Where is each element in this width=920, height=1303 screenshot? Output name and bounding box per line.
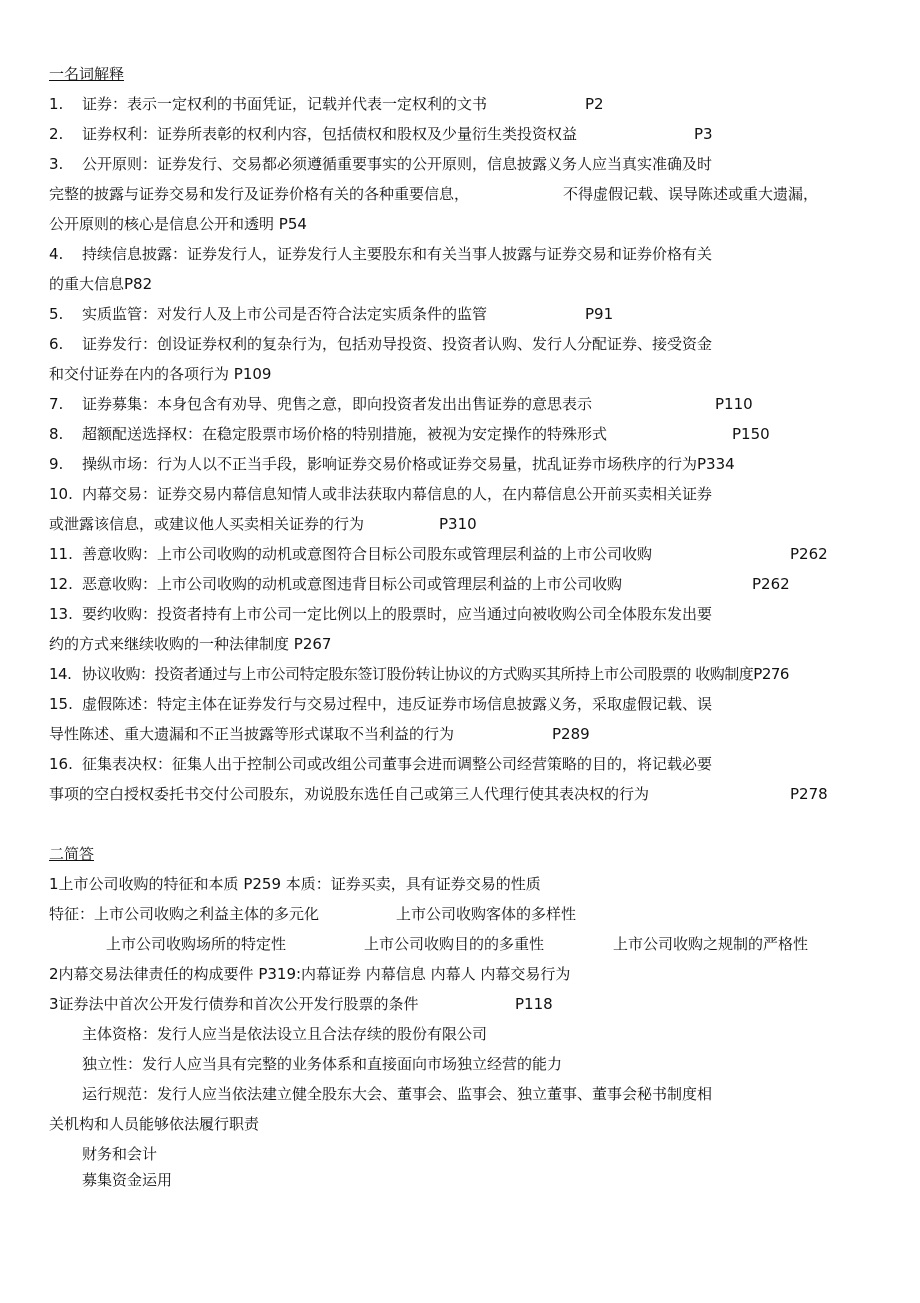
item-text: 恶意收购：上市公司收购的动机或意图违背目标公司或管理层利益的上市公司收购: [82, 575, 623, 593]
list-item: [49, 154, 712, 174]
page-ref: P150: [732, 425, 770, 443]
item-text: 虚假陈述：特定主体在证券发行与交易过程中，违反证券市场信息披露义务，采取虚假记载、误: [82, 695, 713, 713]
item-number: 11.: [49, 545, 73, 563]
item-continuation: 导性陈述、重大遗漏和不正当披露等形式谋取不当利益的行为: [49, 725, 455, 743]
section-heading-short-answer: 二简答: [49, 845, 95, 863]
item-continuation: 不得虚假记载、误导陈述或重大遗漏，: [563, 185, 819, 203]
item-text: 证券：表示一定权利的书面凭证，记载并代表一定权利的文书: [82, 95, 488, 113]
item-number: 16.: [49, 755, 73, 773]
list-item: [49, 454, 735, 474]
page-ref: P91: [585, 305, 614, 323]
item-continuation: 或泄露该信息，或建议他人买卖相关证券的行为: [49, 515, 365, 533]
item-text: 操纵市场：行为人以不正当手段，影响证券交易价格或证券交易量，扰乱证券市场秩序的行为P334: [82, 455, 735, 473]
item-number: 14.: [49, 665, 72, 683]
list-item: [49, 424, 607, 444]
question-line: 关机构和人员能够依法履行职责: [49, 1115, 260, 1133]
item-number: 5.: [49, 305, 64, 323]
item-text: 证券发行：创设证券权利的复杂行为，包括劝导投资、投资者认购、发行人分配证券、接受资金: [82, 335, 713, 353]
item-text: 善意收购：上市公司收购的动机或意图符合目标公司股东或管理层利益的上市公司收购: [82, 545, 653, 563]
list-item: [49, 484, 712, 504]
item-number: 7.: [49, 395, 64, 413]
item-text: 实质监管：对发行人及上市公司是否符合法定实质条件的监管: [82, 305, 488, 323]
list-item: [49, 124, 577, 144]
item-continuation: 约的方式来继续收购的一种法律制度 P267: [49, 635, 332, 653]
item-continuation: 完整的披露与证券交易和发行及证券价格有关的各种重要信息，: [49, 185, 470, 203]
page-ref: P262: [752, 575, 790, 593]
item-text: 持续信息披露：证券发行人，证券发行人主要股东和有关当事人披露与证券交易和证券价格有关: [82, 245, 713, 263]
page-ref: P118: [515, 995, 553, 1013]
list-item: [49, 664, 789, 684]
item-number: 13.: [49, 605, 73, 623]
list-item: [49, 334, 712, 354]
page-ref: P278: [790, 785, 828, 803]
item-text: 要约收购：投资者持有上市公司一定比例以上的股票时，应当通过向被收购公司全体股东发出要: [82, 605, 713, 623]
question-line: 上市公司收购之规制的严格性: [613, 935, 809, 953]
page-ref: P2: [585, 95, 604, 113]
page-ref: P289: [552, 725, 590, 743]
question-title: 2内幕交易法律责任的构成要件 P319:内幕证券 内幕信息 内幕人 内幕交易行为: [49, 965, 571, 983]
page-ref: P262: [790, 545, 828, 563]
question-title: 1上市公司收购的特征和本质 P259 本质：证券买卖，具有证券交易的性质: [49, 875, 541, 893]
item-number: 3.: [49, 155, 64, 173]
list-item: [49, 574, 622, 594]
question-line: 主体资格：发行人应当是依法设立且合法存续的股份有限公司: [82, 1025, 488, 1043]
page-ref: P310: [439, 515, 477, 533]
question-line: 募集资金运用: [82, 1171, 173, 1189]
list-item: [49, 304, 487, 324]
item-number: 9.: [49, 455, 64, 473]
item-continuation: 的重大信息P82: [49, 275, 153, 293]
item-text: 证券权利：证券所表彰的权利内容，包括债权和股权及少量衍生类投资权益: [82, 125, 578, 143]
item-number: 10.: [49, 485, 73, 503]
question-line: 上市公司收购目的的多重性: [364, 935, 545, 953]
page-ref: P3: [694, 125, 713, 143]
list-item: [49, 94, 487, 114]
item-number: 2.: [49, 125, 64, 143]
item-text: 证券募集：本身包含有劝导、兜售之意，即向投资者发出出售证券的意思表示: [82, 395, 593, 413]
item-continuation: 事项的空白授权委托书交付公司股东，劝说股东选任自己或第三人代理行使其表决权的行为: [49, 785, 650, 803]
item-continuation: 和交付证券在内的各项行为 P109: [49, 365, 272, 383]
list-item: [49, 394, 592, 414]
question-line: 独立性：发行人应当具有完整的业务体系和直接面向市场独立经营的能力: [82, 1055, 563, 1073]
section-heading-definitions: 一名词解释: [49, 65, 125, 83]
item-text: 内幕交易：证券交易内幕信息知情人或非法获取内幕信息的人，在内幕信息公开前买卖相关证券: [82, 485, 713, 503]
list-item: [49, 544, 652, 564]
item-number: 15.: [49, 695, 73, 713]
item-text: 公开原则：证券发行、交易都必须遵循重要事实的公开原则，信息披露义务人应当真实准确及时: [82, 155, 713, 173]
question-line: 特征：上市公司收购之利益主体的多元化: [49, 905, 320, 923]
item-number: 4.: [49, 245, 64, 263]
question-line: 财务和会计: [82, 1145, 158, 1163]
page-ref: P110: [715, 395, 753, 413]
item-text: 协议收购：投资者通过与上市公司特定股东签订股份转让协议的方式购买其所持上市公司股票的 收购制度P276: [82, 665, 789, 683]
list-item: [49, 244, 712, 264]
item-text: 超额配送选择权：在稳定股票市场价格的特别措施，被视为安定操作的特殊形式: [82, 425, 608, 443]
item-number: 12.: [49, 575, 73, 593]
question-title: 3证券法中首次公开发行债券和首次公开发行股票的条件: [49, 995, 419, 1013]
item-number: 6.: [49, 335, 64, 353]
list-item: [49, 604, 712, 624]
item-continuation: 公开原则的核心是信息公开和透明 P54: [49, 215, 307, 233]
item-text: 征集表决权：征集人出于控制公司或改组公司董事会进而调整公司经营策略的目的，将记载必要: [82, 755, 713, 773]
question-line: 运行规范：发行人应当依法建立健全股东大会、董事会、监事会、独立董事、董事会秘书制度相: [82, 1085, 713, 1103]
item-number: 1.: [49, 95, 64, 113]
list-item: [49, 694, 712, 714]
item-number: 8.: [49, 425, 64, 443]
question-line: 上市公司收购客体的多样性: [396, 905, 577, 923]
question-line: 上市公司收购场所的特定性: [106, 935, 287, 953]
list-item: [49, 754, 712, 774]
